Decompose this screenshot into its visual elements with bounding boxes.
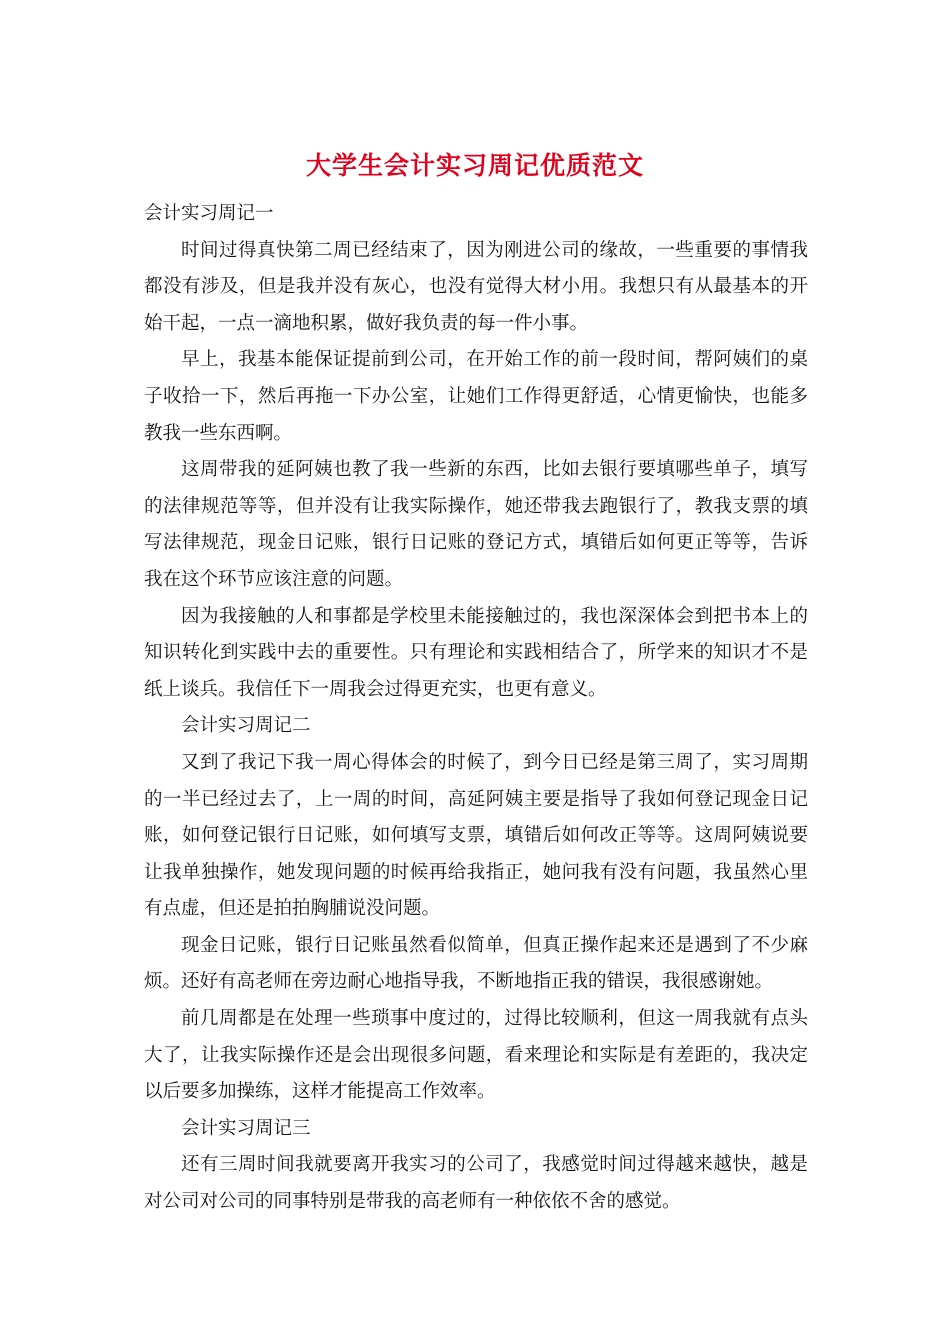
section-heading-2: 会计实习周记二 (181, 715, 311, 737)
paragraph: 前几周都是在处理一些琐事中度过的，过得比较顺利，但这一周我就有点头大了，让我实际操作还是会出现很多问题，看来理论和实际是有差距的，我决定以后要多加操练，这样才能提高工作效率。 (144, 1008, 808, 1103)
paragraph: 又到了我记下我一周心得体会的时候了，到今日已经是第三周了，实习周期的一半已经过去了，上一周的时间，高延阿姨主要是指导了我如何登记现金日记账，如何登记银行日记账，如何填写支票，填错后如何改正等等。这周阿姨说要让我单独操作，她发现问题的时候再给我指正，她问我有没有问题，我虽然心里有点虚，但还是拍拍胸脯说没问题。 (144, 751, 808, 920)
section-heading-1: 会计实习周记一 (144, 203, 274, 224)
paragraph: 因为我接触的人和事都是学校里未能接触过的，我也深深体会到把书本上的知识转化到实践中去的重要性。只有理论和实践相结合了，所学来的知识才不是纸上谈兵。我信任下一周我会过得更充实，也更有意义。 (144, 605, 808, 700)
document-title: 大学生会计实习周记优质范文 (305, 151, 644, 180)
paragraph: 时间过得真快第二周已经结束了，因为刚进公司的缘故，一些重要的事情我都没有涉及，但是我并没有灰心，也没有觉得大材小用。我想只有从最基本的开始干起，一点一滴地积累，做好我负责的每一件小事。 (144, 239, 808, 334)
paragraph: 还有三周时间我就要离开我实习的公司了，我感觉时间过得越来越快，越是对公司对公司的同事特别是带我的高老师有一种依依不舍的感觉。 (144, 1154, 808, 1213)
section-heading-3: 会计实习周记三 (181, 1117, 311, 1139)
paragraph: 这周带我的延阿姨也教了我一些新的东西，比如去银行要填哪些单子，填写的法律规范等等，但并没有让我实际操作，她还带我去跑银行了，教我支票的填写法律规范，现金日记账，银行日记账的登记方式，填错后如何更正等等，告诉我在这个环节应该注意的问题。 (144, 459, 808, 590)
paragraph: 现金日记账，银行日记账虽然看似简单，但真正操作起来还是遇到了不少麻烦。还好有高老师在旁边耐心地指导我，不断地指正我的错误，我很感谢她。 (144, 934, 808, 993)
paragraph: 早上，我基本能保证提前到公司，在开始工作的前一段时间，帮阿姨们的桌子收拾一下，然后再拖一下办公室，让她们工作得更舒适，心情更愉快，也能多教我一些东西啊。 (144, 349, 808, 444)
document-body (144, 196, 808, 1221)
